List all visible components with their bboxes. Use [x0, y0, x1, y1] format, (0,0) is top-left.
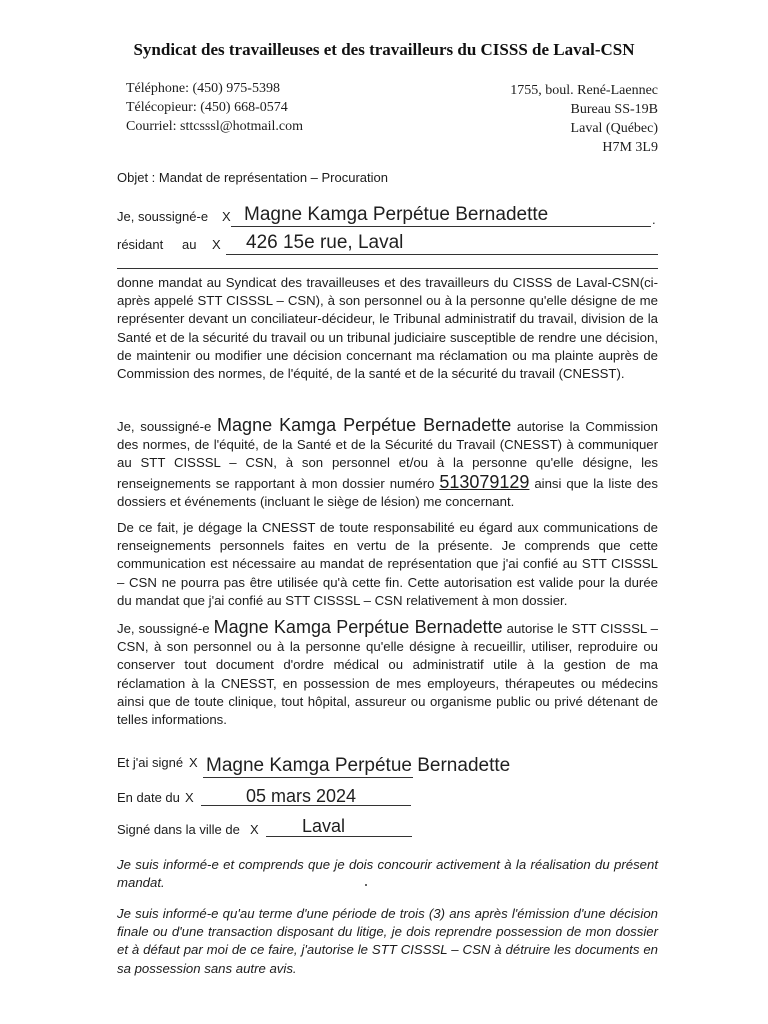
contact-block [126, 79, 303, 136]
x-mark-signed: X [189, 755, 198, 770]
separator-line [117, 268, 658, 269]
scan-speck [365, 884, 367, 886]
dossier-number-field[interactable]: 513079129 [439, 471, 530, 492]
p4-soussigne: Je, soussigné-e [117, 621, 210, 636]
x-mark-address: X [212, 237, 221, 252]
x-mark-city: X [250, 822, 259, 837]
x-mark-date: X [185, 790, 194, 805]
au-label: au [182, 237, 197, 252]
liability-paragraph: De ce fait, je dégage la CNESST de toute responsabilité eu égard aux communications de renseignements personnels faites en vertu de la présente. Je comprends que cette communication est nécessaire au mandat de représentation que j'ai confié au STT CISSSL – CSN ne pourra pas être utilisée qu'à cette fin. Cette autorisation est valide pour la durée du mandat que j'ai confié au STT CISSSL – CSN relativement à mon dossier. [117, 520, 658, 608]
address-field[interactable]: 426 15e rue, Laval [246, 232, 404, 253]
city-underline [266, 836, 412, 837]
address-block [510, 81, 658, 157]
address-underline [226, 254, 658, 255]
signature-field[interactable]: Magne Kamga Perpétue Bernadette [206, 755, 511, 776]
address-line-1: 1755, boul. René-Laennec [510, 83, 658, 98]
address-line-2: Bureau SS-19B [570, 102, 658, 117]
email-line: Courriel: sttcsssl@hotmail.com [126, 119, 303, 134]
name-underline [231, 226, 651, 227]
date-field[interactable]: 05 mars 2024 [246, 786, 357, 806]
date-label: En date du [117, 790, 180, 805]
city-field[interactable]: Laval [302, 816, 346, 836]
p2-end-text: ainsi que la liste des dossiers et événements (incluant le siège de lésion) me concernant. [117, 475, 658, 509]
address-line-4: H7M 3L9 [602, 140, 658, 155]
date-underline [201, 805, 411, 806]
address-line-3: Laval (Québec) [570, 121, 658, 136]
p4-name-field[interactable]: Magne Kamga Perpétue Bernadette [213, 617, 503, 637]
signature-underline [203, 777, 413, 778]
resident-label: résidant [117, 237, 164, 252]
soussigne-label: Je, soussigné-e [117, 209, 209, 224]
document-title: Syndicat des travailleuses et des travailleurs du CISSS de Laval-CSN [133, 40, 635, 59]
mandate-paragraph: donne mandat au Syndicat des travailleuses et des travailleurs du CISSS de Laval-CSN(ci-après appelé STT CISSSL – CSN), à son personnel ou à la personne qu'elle désigne de me représenter devant un conciliateur-décideur, le Tribunal administratif du travail, division de la Santé et de la sécurité du travail ou un tribunal judiciaire susceptible de rendre une décision, de maintenir ou modifier une décision concernant ma réclamation ou ma plainte auprès de Commission des normes, de l'équité, de la santé et de la sécurité du travail (CNESST). [117, 275, 658, 382]
city-label: Signé dans la ville de [117, 822, 240, 837]
p2-text: autorise la Commission des normes, de l'équité, de la Santé et de la Sécurité du Travail (CNESST) à communiquer au STT CISSSL – CSN, à son personnel et/ou à la personne qu'elle désigne, les renseignements se rapportant à mon dossier numéro [117, 419, 658, 491]
subject-line: Objet : Mandat de représentation – Procuration [117, 170, 388, 185]
note-concourir: Je suis informé-e et comprends que je dois concourir activement à la réalisation du présent mandat. [117, 857, 658, 891]
signed-label: Et j'ai signé [117, 755, 184, 770]
note-destruction: Je suis informé-e qu'au terme d'une période de trois (3) ans après l'émission d'une décision finale ou d'une transaction disposant du litige, je dois reprendre possession de mon dossier et à défaut par moi de ce faire, j'autorise le STT CISSSL – CSN à détruire les documents en sa possession sans autre avis. [117, 906, 658, 976]
x-mark-name: X [222, 209, 231, 224]
p2-name-field[interactable]: Magne Kamga Perpétue Bernadette [217, 415, 512, 435]
authorization-paragraph [117, 416, 658, 511]
fax-line: Télécopieur: (450) 668-0574 [126, 100, 288, 115]
p4-text: autorise le STT CISSSL – CSN, à son personnel ou à la personne qu'elle désigne à recueillir, utiliser, reproduire ou conserver tout document d'ordre médical ou administratif utile à la gestion de ma réclamation à la CNESST, en possession de mes employeurs, thérapeutes ou médecins ainsi que de toute clinique, tout hôpital, assureur ou organisme public ou privé détenant de telles informations. [117, 621, 658, 728]
medical-authorization-paragraph [117, 618, 658, 729]
phone-line: Téléphone: (450) 975-5398 [126, 81, 280, 96]
name-field[interactable]: Magne Kamga Perpétue Bernadette [244, 204, 549, 225]
name-end-dot: . [652, 212, 656, 227]
p2-soussigne: Je, soussigné-e [117, 419, 212, 434]
